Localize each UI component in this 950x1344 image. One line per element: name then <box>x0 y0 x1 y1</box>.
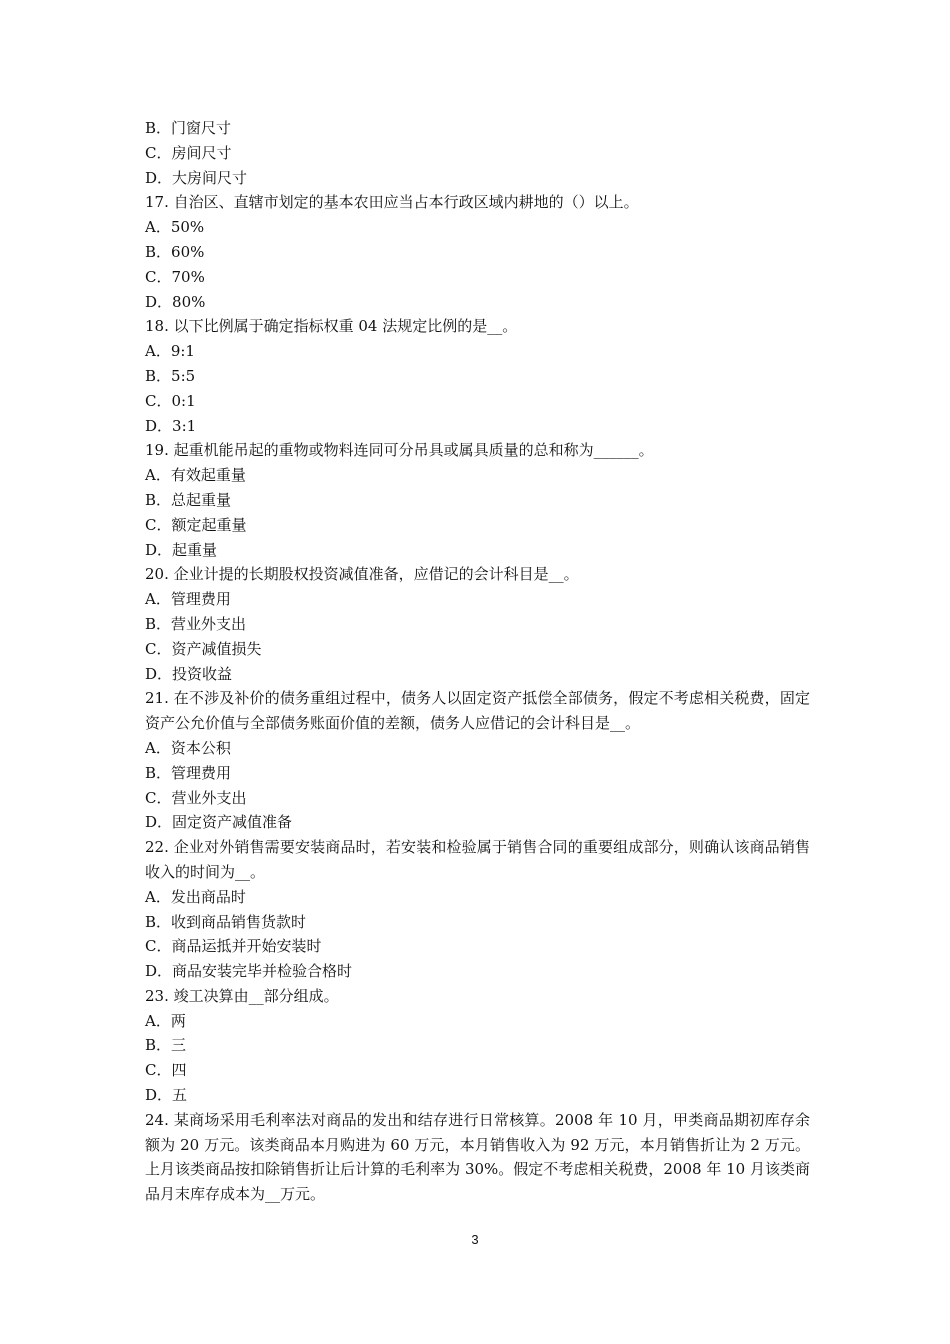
question-text: 21. 在不涉及补价的债务重组过程中，债务人以固定资产抵偿全部债务，假定不考虑相关税费，固定资产公允价值与全部债务账面价值的差额，债务人应借记的会计科目是__。 <box>145 689 810 733</box>
answer-option: B．60% <box>145 242 205 261</box>
answer-option: D．80% <box>145 292 206 311</box>
answer-option: D．起重量 <box>145 540 218 559</box>
answer-option: A．两 <box>145 1011 186 1030</box>
answer-option: B．收到商品销售货款时 <box>145 912 307 931</box>
answer-option: A．有效起重量 <box>145 466 246 485</box>
answer-option: B．三 <box>145 1036 187 1055</box>
answer-option: A．资本公积 <box>145 738 231 757</box>
answer-option: B．总起重量 <box>145 490 232 509</box>
question-text: 18. 以下比例属于确定指标权重 04 法规定比例的是__。 <box>145 317 518 336</box>
answer-option: D．投资收益 <box>145 664 233 683</box>
answer-option: B．5:5 <box>145 366 196 385</box>
answer-option: A．发出商品时 <box>145 887 246 906</box>
answer-option: A．9:1 <box>145 342 195 361</box>
answer-option: C．商品运抵并开始安装时 <box>145 937 322 956</box>
answer-option: B．管理费用 <box>145 763 232 782</box>
question-text: 24. 某商场采用毛利率法对商品的发出和结存进行日常核算。2008 年 10 月，甲类商品期初库存余额为 20 万元。该类商品本月购进为 60 万元，本月销售收入为 92 万元，本月销售折让为 2 万元。上月该类商品按扣除销售折让后计算的毛利率为 30%。假定不考虑相关税费，2008 年 10 月该类商品月末库存成本为__万元。 <box>145 1110 810 1204</box>
answer-option: D．五 <box>145 1086 188 1105</box>
answer-option: A．50% <box>145 218 205 237</box>
answer-option: C．房间尺寸 <box>145 143 232 162</box>
answer-option: C．四 <box>145 1061 187 1080</box>
answer-option: C．资产减值损失 <box>145 639 262 658</box>
question-text: 20. 企业计提的长期股权投资减值准备，应借记的会计科目是__。 <box>145 565 579 584</box>
question-text: 23. 竣工决算由__部分组成。 <box>145 986 339 1005</box>
answer-option: C．额定起重量 <box>145 515 247 534</box>
answer-option: D．商品安装完毕并检验合格时 <box>145 962 353 981</box>
answer-option: D．大房间尺寸 <box>145 168 248 187</box>
question-text: 19. 起重机能吊起的重物或物料连同可分吊具或属具质量的总和称为______。 <box>145 441 654 460</box>
answer-option: B．营业外支出 <box>145 614 247 633</box>
answer-option: C．0:1 <box>145 391 196 410</box>
answer-option: C．70% <box>145 267 205 286</box>
page-number: 3 <box>471 1232 479 1247</box>
answer-option: A．管理费用 <box>145 590 231 609</box>
answer-option: D．固定资产减值准备 <box>145 813 293 832</box>
question-text: 22. 企业对外销售需要安装商品时，若安装和检验属于销售合同的重要组成部分，则确认该商品销售收入的时间为__。 <box>145 838 810 881</box>
answer-option: B．门窗尺寸 <box>145 119 232 137</box>
question-list <box>145 116 810 1207</box>
question-text: 17. 自治区、直辖市划定的基本农田应当占本行政区域内耕地的（）以上。 <box>145 193 639 212</box>
answer-option: C．营业外支出 <box>145 788 247 807</box>
answer-option: D．3:1 <box>145 416 197 435</box>
